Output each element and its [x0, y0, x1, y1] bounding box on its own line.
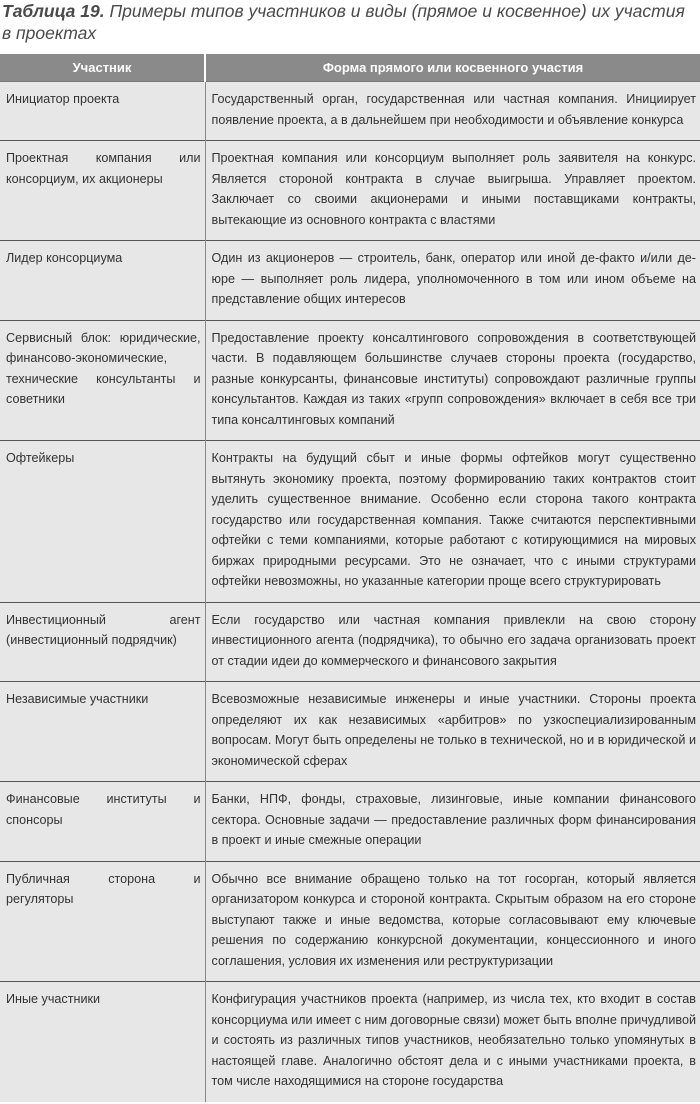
- table-row: [0, 682, 700, 782]
- participant-cell: Проектная компания или консорциум, их акционеры: [0, 141, 205, 241]
- table-number: Таблица 19.: [2, 1, 105, 21]
- participant-cell: Иные участники: [0, 982, 205, 1102]
- participant-cell: Инвестиционный агент (инвестиционный подрядчик): [0, 602, 205, 682]
- table-row: [0, 982, 700, 1102]
- table-row: [0, 82, 700, 141]
- form-cell: Государственный орган, государственная или частная компания. Инициирует появление проекта, а в дальнейшем при необходимости и объявление конкурса: [205, 82, 700, 141]
- table-row: [0, 320, 700, 441]
- participant-cell: Финансовые институты и спонсоры: [0, 782, 205, 862]
- form-cell: Контракты на будущий сбыт и иные формы офтейков могут существенно вытянуть экономику проекта, поэтому формированию таких контрактов стоит уделить существенное внимание. Особенно если сторона такого контракта государство или государственная компания. Также считаются перспективными офтейки с теми компаниями, которые работают с котирующимися на мировых биржах природными ресурсами. Это не означает, что с иными структурами офтейки невозможны, но указанные категории проще всего структурировать: [205, 441, 700, 603]
- table-row: [0, 241, 700, 321]
- participant-cell: Независимые участники: [0, 682, 205, 782]
- table-row: [0, 602, 700, 682]
- table-row: [0, 141, 700, 241]
- form-cell: Обычно все внимание обращено только на тот госорган, который является организатором конкурса и стороной контракта. Скрытым образом на его стороне выступают также и иные ведомства, которые согласовывают ему ключевые решения по содержанию конкурсной документации, концессионного и иного соглашения, условия их изменения или реструктуризации: [205, 861, 700, 982]
- form-cell: Предоставление проекту консалтингового сопровождения в соответствующей части. В подавляющем большинстве случаев стороны проекта (государство, разные конкурсанты, финансовые институты) сопровождают различные группы консультантов. Каждая из таких «групп сопровождения» включает в себя все три типа консалтинговых компаний: [205, 320, 700, 441]
- participant-cell: Офтейкеры: [0, 441, 205, 603]
- table-header-row: [0, 54, 700, 82]
- participant-cell: Инициатор проекта: [0, 82, 205, 141]
- participant-cell: Сервисный блок: юридические, финансово-экономические, технические консультанты и советники: [0, 320, 205, 441]
- table-row: [0, 782, 700, 862]
- table-row: [0, 861, 700, 982]
- form-cell: Конфигурация участников проекта (например, из числа тех, кто входит в состав консорциума или имеет с ним договорные связи) может быть вполне причудливой и состоять из различных типов участников, необязательно только упомянутых в настоящей главе. Аналогично обстоят дела и с иными участниками проекта, в том числе находящимися на стороне государства: [205, 982, 700, 1102]
- participant-cell: Публичная сторона и регуляторы: [0, 861, 205, 982]
- form-cell: Если государство или частная компания привлекли на свою сторону инвестиционного агента (подрядчика), то обычно его задача организовать проект от стадии идеи до коммерческого и финансового закрытия: [205, 602, 700, 682]
- participants-table: [0, 54, 700, 1102]
- header-participant: Участник: [0, 54, 205, 82]
- form-cell: Один из акционеров — строитель, банк, оператор или иной де-факто и/или де-юре — выполняет роль лидера, уполномоченного в том или ином объеме на представление общих интересов: [205, 241, 700, 321]
- form-cell: Банки, НПФ, фонды, страховые, лизинговые, иные компании финансового сектора. Основные задачи — предоставление различных форм финансирования в проект и иные смежные операции: [205, 782, 700, 862]
- table-row: [0, 441, 700, 603]
- table-title: Примеры типов участников и виды (прямое и косвенное) их участия в проектах: [2, 1, 685, 43]
- form-cell: Всевозможные независимые инженеры и иные участники. Стороны проекта определяют их как независимых «арбитров» по узкоспециализированным вопросам. Могут быть определены не только в технической, но и в юридической и экономической сферах: [205, 682, 700, 782]
- participant-cell: Лидер консорциума: [0, 241, 205, 321]
- form-cell: Проектная компания или консорциум выполняет роль заявителя на конкурс. Является стороной контракта в случае выигрыша. Управляет проектом. Заключает со своими акционерами и иными поставщиками контракты, вытекающие из основного контракта с властями: [205, 141, 700, 241]
- table-caption: [0, 0, 700, 44]
- header-form: Форма прямого или косвенного участия: [205, 54, 700, 82]
